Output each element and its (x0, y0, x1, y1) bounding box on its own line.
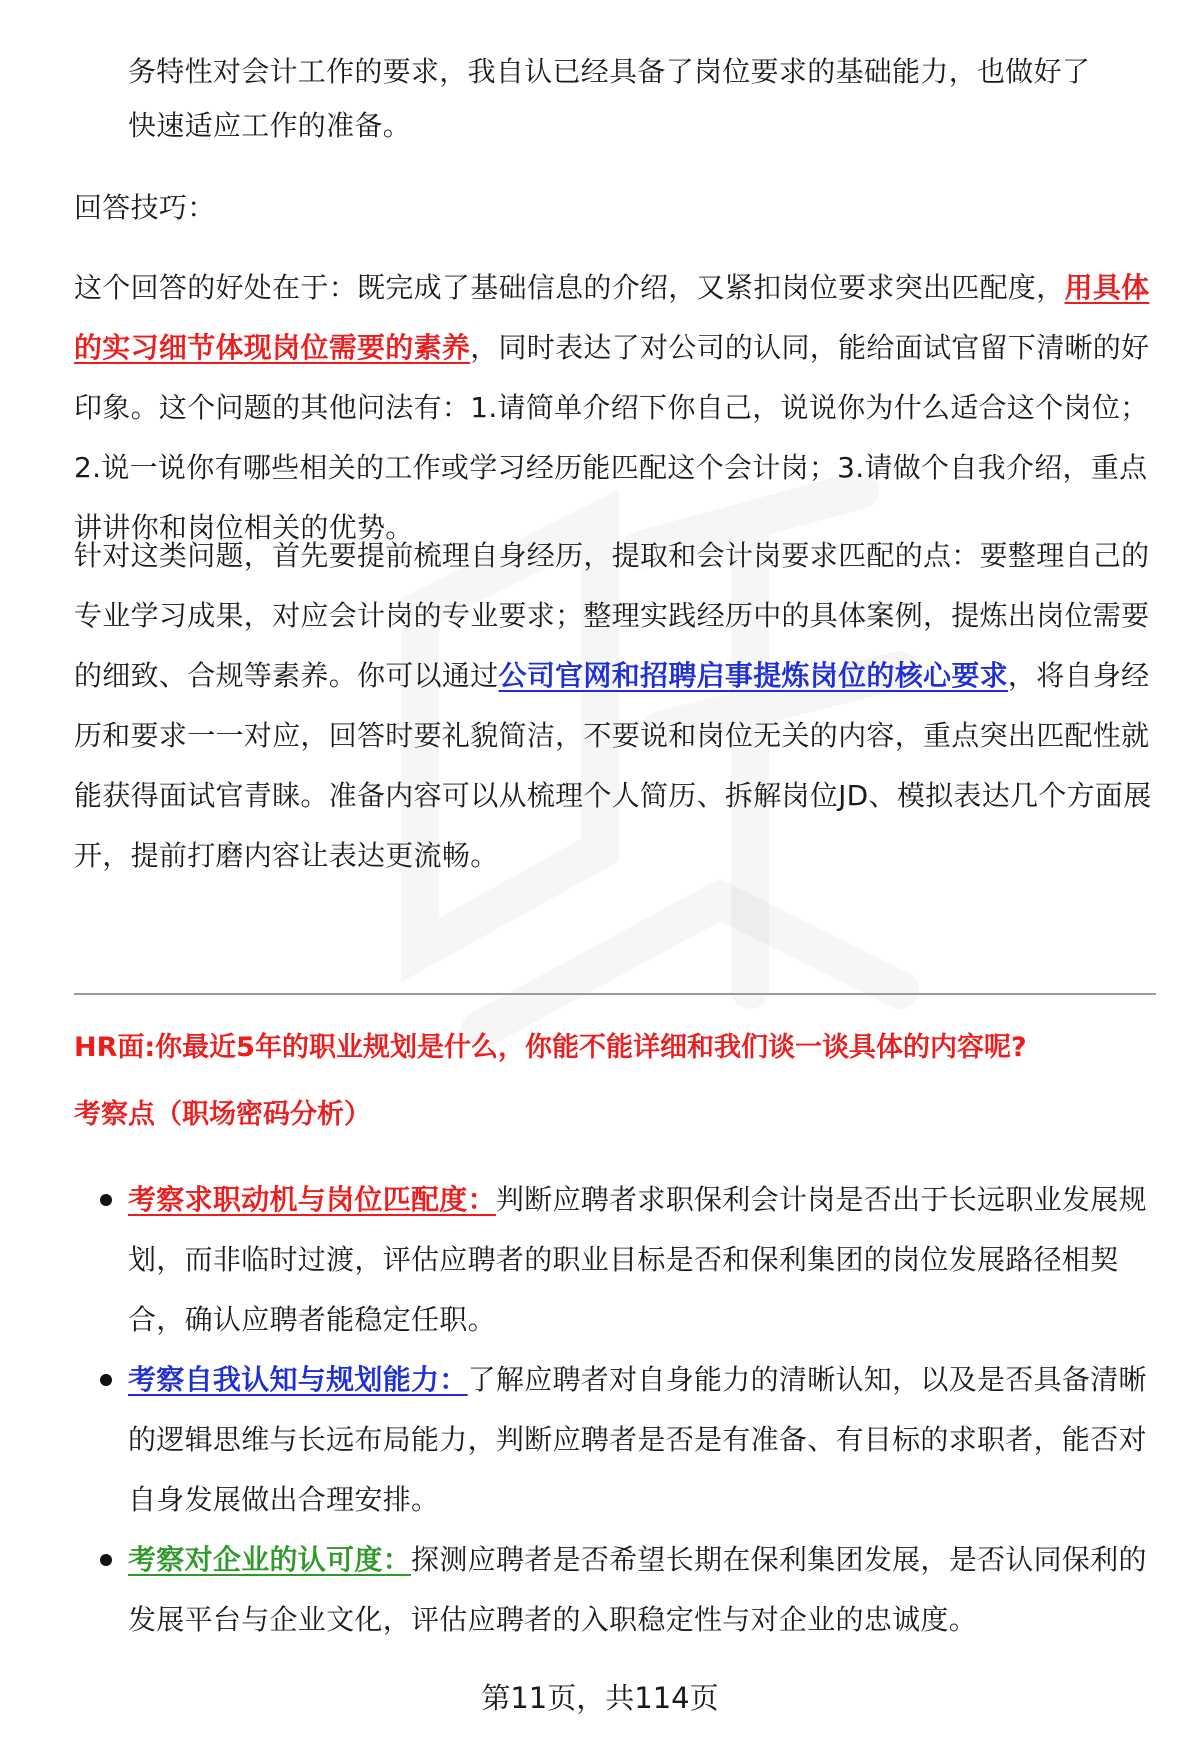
intro-line-1: 务特性对会计工作的要求，我自认已经具备了岗位要求的基础能力，也做好了 (128, 55, 1091, 88)
paragraph-text: 针对这类问题，首先要提前梳理自身经历，提取和会计岗要求匹配的点：要整理自己的专业学习成果，对应会计岗的专业要求；整理实践经历中的具体案例，提炼出岗位需要的细致、合规等素养。你可以通过 (74, 539, 1150, 692)
highlight-practice-details: 用具体的实习细节体现岗位需要的素养 (74, 271, 1150, 364)
bullet-dot (100, 1374, 112, 1386)
point-text: 了解应聘者对自身能力的清晰认知，以及是否具备清晰的逻辑思维与长远布局能力，判断应聘者是否是有准备、有目标的求职者，能否对自身发展做出合理安排。 (128, 1363, 1147, 1516)
point-label: 考察求职动机与岗位匹配度： (128, 1183, 496, 1216)
hr-question-heading: HR面:你最近5年的职业规划是什么，你能不能详细和我们谈一谈具体的内容呢? (74, 1032, 1027, 1063)
point-label: 考察对企业的认可度： (128, 1543, 412, 1576)
section-divider (74, 993, 1156, 995)
point-label: 考察自我认知与规划能力： (128, 1363, 468, 1396)
analysis-heading: 考察点（职场密码分析） (74, 1099, 371, 1130)
analysis-point-1 (128, 1170, 1148, 1350)
page-number-footer: 第11页，共114页 (481, 1681, 719, 1715)
tips-label: 回答技巧： (74, 191, 216, 224)
analysis-point-3 (128, 1530, 1148, 1650)
point-text: 探测应聘者是否希望长期在保利集团发展，是否认同保利的发展平台与企业文化，评估应聘者的入职稳定性与对企业的忠诚度。 (128, 1543, 1147, 1636)
preparation-paragraph (74, 526, 1154, 886)
bullet-dot (100, 1194, 112, 1206)
paragraph-text: ，将自身经历和要求一一对应，回答时要礼貌简洁，不要说和岗位无关的内容，重点突出匹配性就能获得面试官青睐。准备内容可以从梳理个人简历、拆解岗位JD、模拟表达几个方面展开，提前打磨内容让表达更流畅。 (74, 659, 1152, 872)
paragraph-text: ，同时表达了对公司的认同，能给面试官留下清晰的好印象。这个问题的其他问法有：1.请简单介绍下你自己，说说你为什么适合这个岗位；2.说一说你有哪些相关的工作或学习经历能匹配这个会计岗；3.请做个自我介绍，重点讲讲你和岗位相关的优势。 (74, 331, 1150, 544)
answer-analysis-paragraph (74, 258, 1154, 558)
analysis-point-2 (128, 1350, 1148, 1530)
bullet-dot (100, 1554, 112, 1566)
intro-line-2: 快速适应工作的准备。 (128, 109, 412, 142)
highlight-job-requirements[interactable]: 公司官网和招聘启事提炼岗位的核心要求 (498, 659, 1008, 692)
point-text: 判断应聘者求职保利会计岗是否出于长远职业发展规划，而非临时过渡，评估应聘者的职业目标是否和保利集团的岗位发展路径相契合，确认应聘者能稳定任职。 (128, 1183, 1147, 1336)
paragraph-text: 这个回答的好处在于：既完成了基础信息的介绍，又紧扣岗位要求突出匹配度， (74, 271, 1065, 304)
